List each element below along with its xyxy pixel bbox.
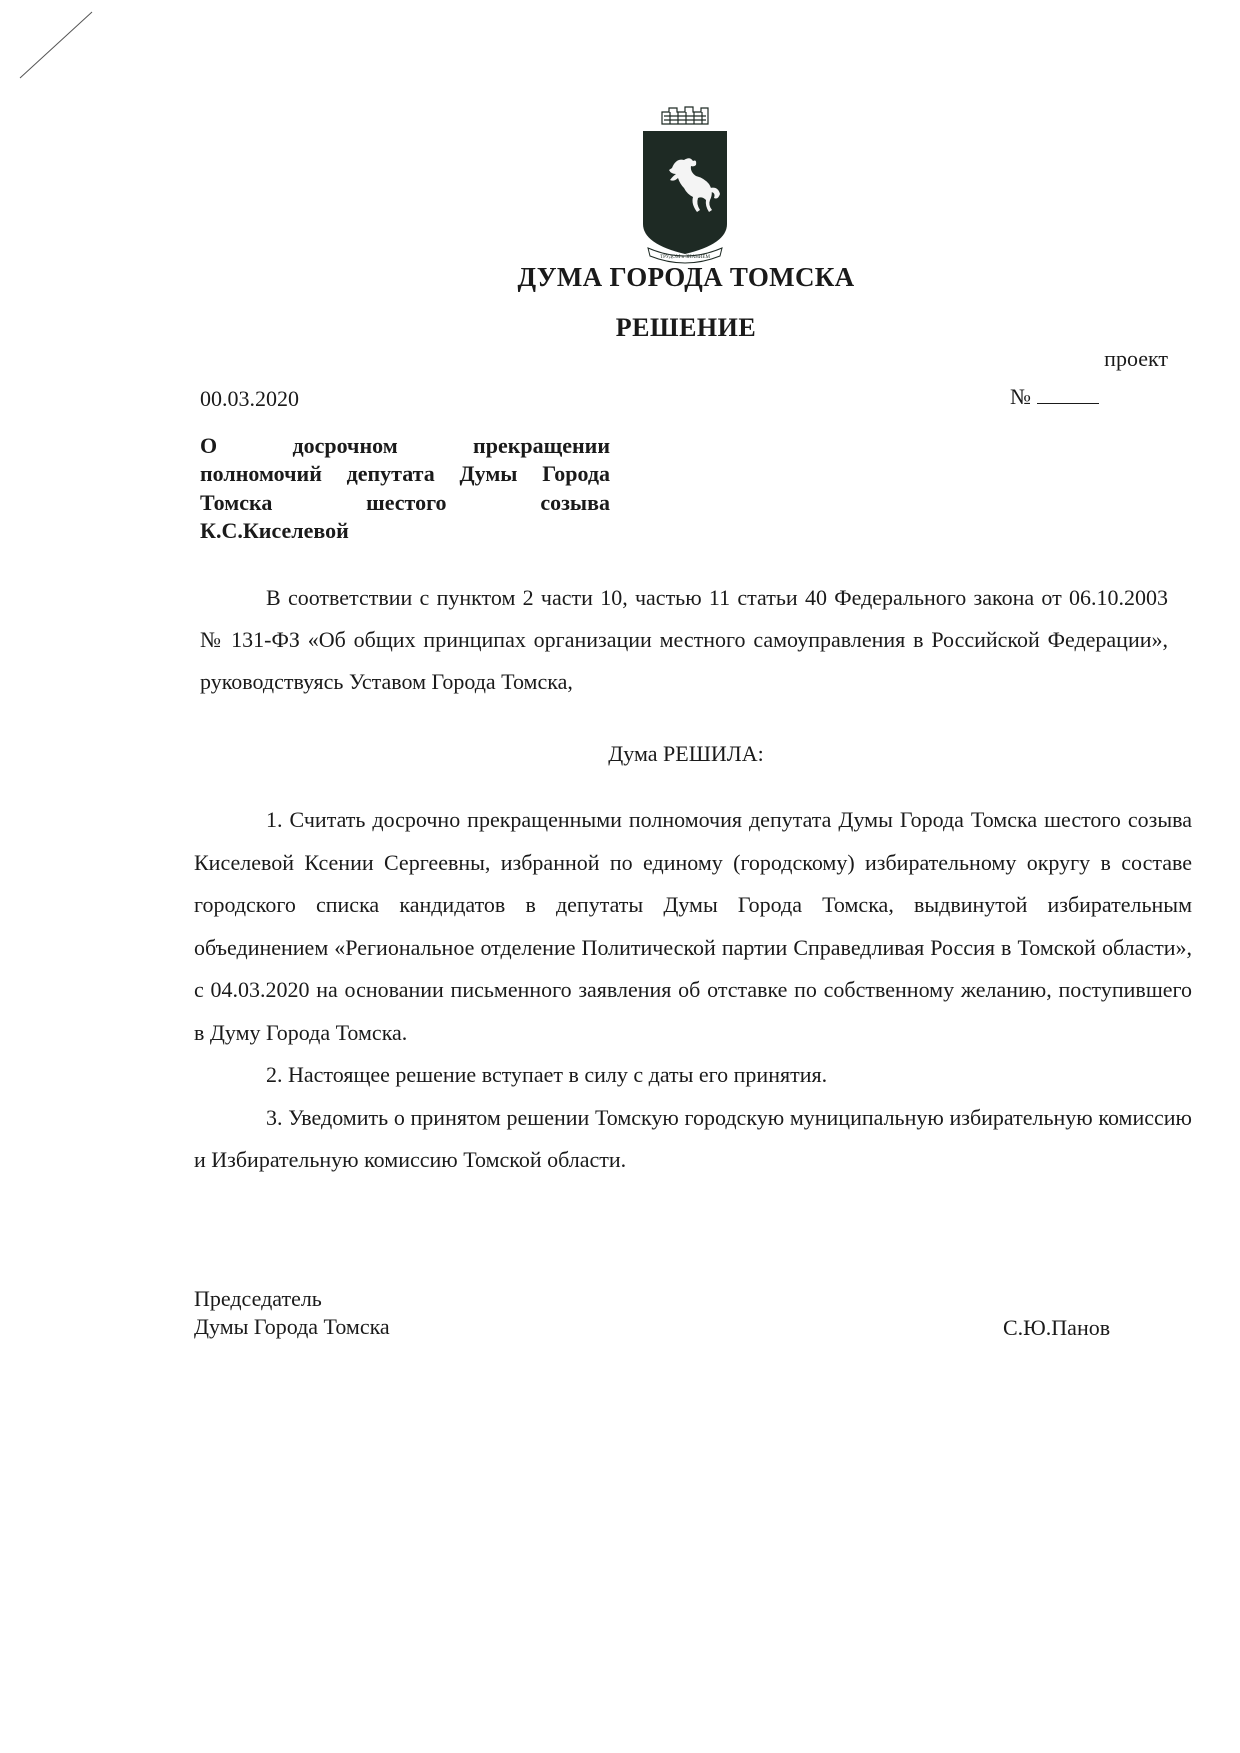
tomsk-coat-of-arms-icon: [636, 104, 734, 266]
signatory-title-line: Думы Города Томска: [194, 1314, 390, 1339]
resolution-items: [194, 799, 1192, 1182]
subject-line: О досрочном прекращении: [200, 433, 610, 458]
resolution-item: 1. Считать досрочно прекращенными полномочия депутата Думы Города Томска шестого созыва Киселевой Ксении Сергеевны, избранной по единому (городскому) избирательному округу в составе городского списка кандидатов в депутаты Думы Города Томска, выдвинутой избирательным объединением «Региональное отделение Политической партии Справедливая Россия в Томской области», с 04.03.2020 на основании письменного заявления об отставке по собственному желанию, поступившего в Думу Города Томска.: [194, 807, 1192, 1045]
svg-text:ТРУДОМ и ЗНАНИЕМ: ТРУДОМ и ЗНАНИЕМ: [660, 255, 710, 260]
document-date: 00.03.2020: [200, 386, 299, 411]
subject-line: Томска шестого созыва: [200, 489, 610, 515]
signatory-title: [194, 1285, 390, 1341]
resolution-item: 3. Уведомить о принятом решении Томскую городскую муниципальную избирательную комиссию и Избирательную комиссию Томской области.: [194, 1104, 1192, 1172]
document-type: РЕШЕНИЕ: [615, 313, 757, 342]
number-blank-field: [1037, 383, 1099, 404]
subject-line: К.С.Киселевой: [200, 517, 349, 543]
resolved-heading: Дума РЕШИЛА:: [608, 741, 764, 766]
number-label: №: [1010, 384, 1031, 409]
signatory-title-line: Председатель: [194, 1286, 322, 1311]
preamble-paragraph: В соответствии с пунктом 2 части 10, частью 11 статьи 40 Федерального закона от 06.10.2003 № 131-ФЗ «Об общих принципах организации местного самоуправления в Российской Федерации», руководствуясь Уставом Города Томска,: [200, 585, 1168, 694]
document-subject: [200, 432, 610, 545]
draft-label: проект: [1104, 346, 1168, 371]
scan-artifact-line: [18, 10, 98, 80]
subject-line: полномочий депутата Думы Города: [200, 461, 610, 487]
signatory-name: С.Ю.Панов: [1003, 1315, 1111, 1340]
document-number: [1010, 383, 1099, 410]
organization-name: ДУМА ГОРОДА ТОМСКА: [517, 262, 855, 292]
resolution-item: 2. Настоящее решение вступает в силу с даты его принятия.: [266, 1062, 828, 1087]
